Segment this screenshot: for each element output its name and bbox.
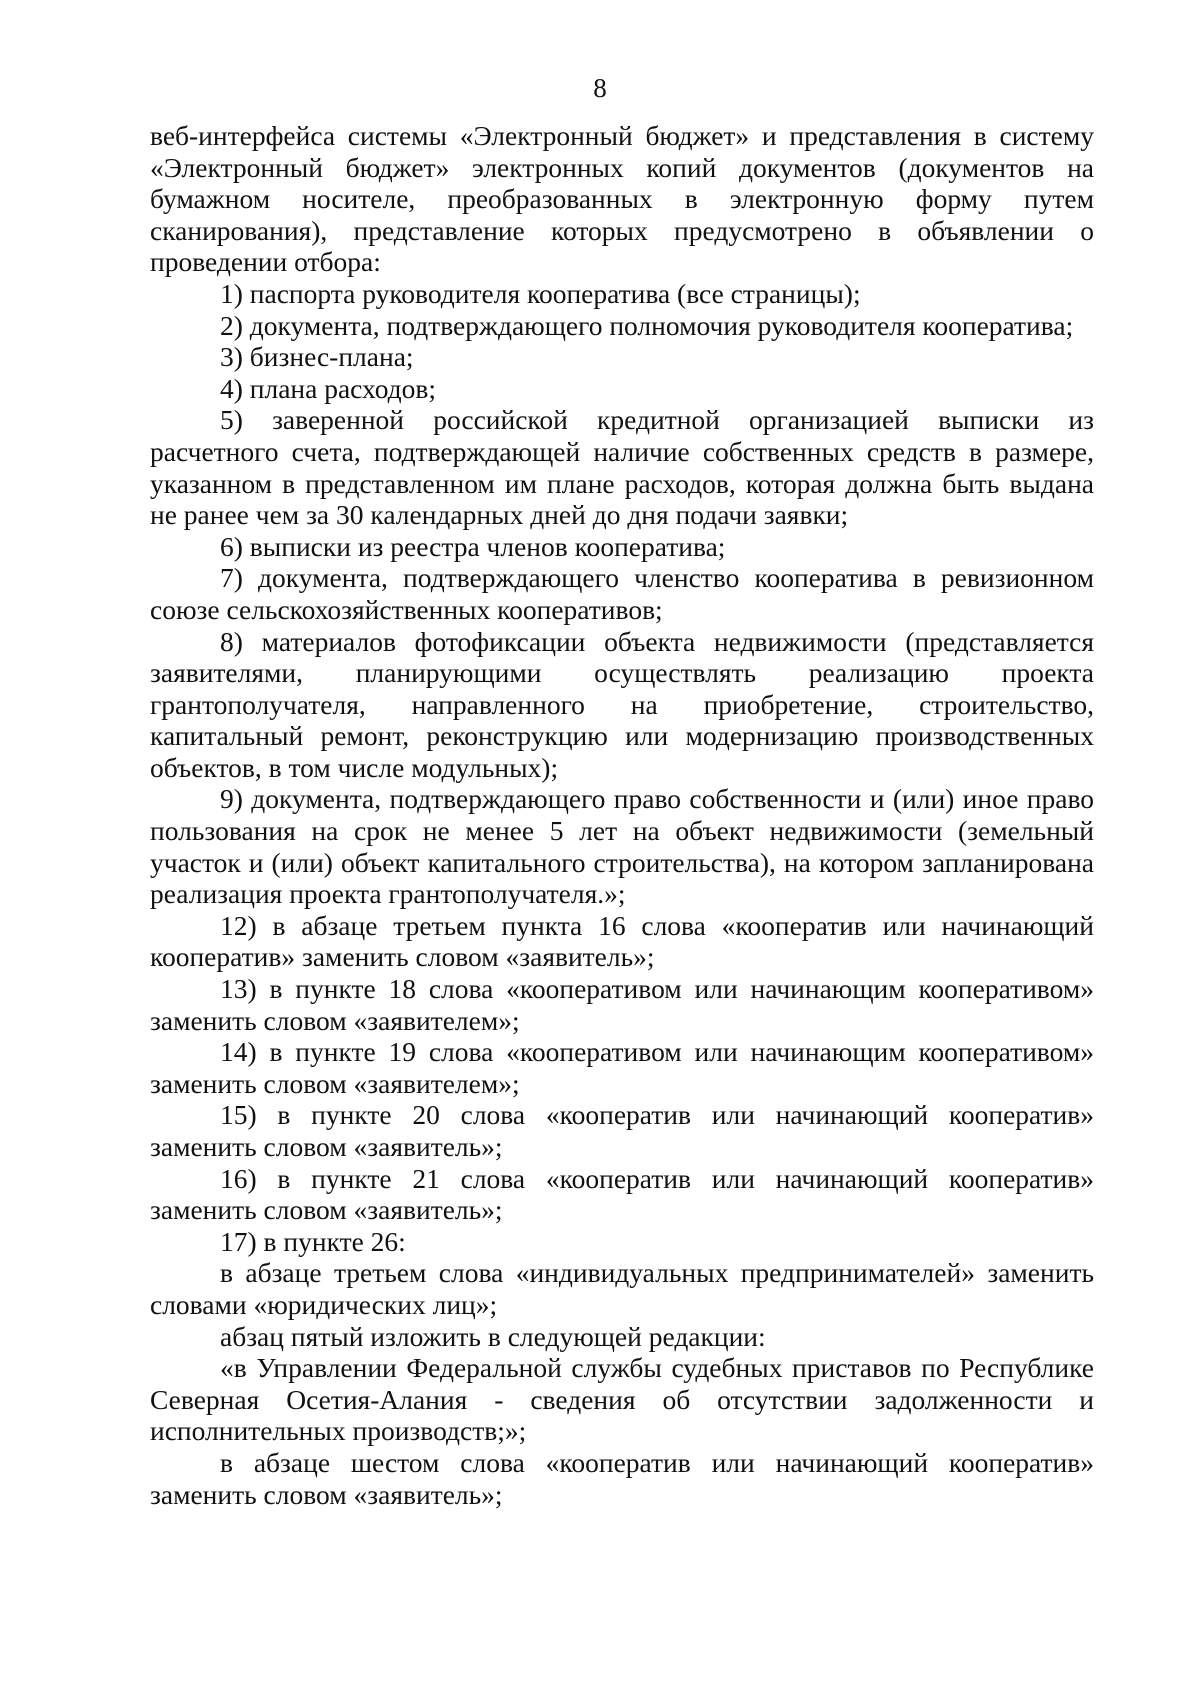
amendment-item: 15) в пункте 20 слова «кооператив или начинающий кооператив» заменить словом «заявитель»; bbox=[150, 1099, 1094, 1162]
amendment-item: 17) в пункте 26: bbox=[220, 1225, 406, 1257]
paragraph: веб-интерфейса системы «Электронный бюджет» и представления в систему «Электронный бюджет» электронных копий документов (документов на бумажном носителе, преобразованных в электронную форму путем сканирования), представление которых предусмотрено в объявлении о проведении отбора: bbox=[150, 120, 1094, 278]
paragraph: в абзаце шестом слова «кооператив или начинающий кооператив» заменить словом «заявитель»; bbox=[150, 1446, 1094, 1510]
list-item: 8) материалов фотофиксации объекта недвижимости (представляется заявителями, планирующими осуществлять реализацию проекта грантополучателя, направленного на приобретение, строительство, капитальный ремонт, реконструкцию или модернизацию производственных объектов, в том числе модульных); bbox=[150, 625, 1094, 783]
amendment-item: 14) в пункте 19 слова «кооперативом или начинающим кооперативом» заменить словом «заявителем»; bbox=[150, 1036, 1094, 1099]
list-item: 3) бизнес-плана; bbox=[220, 341, 414, 373]
list-item: 9) документа, подтверждающего право собственности и (или) иное право пользования на срок не менее 5 лет на объект недвижимости (земельный участок и (или) объект капитального строительства), на котором запланирована реализация проекта грантополучателя.»; bbox=[150, 783, 1094, 910]
list-item: 7) документа, подтверждающего членство кооператива в ревизионном союзе сельскохозяйственных кооперативов; bbox=[150, 562, 1094, 625]
document-body bbox=[150, 120, 1094, 1510]
quoted-paragraph: «в Управлении Федеральной службы судебных приставов по Республике Северная Осетия-Алания - сведения об отсутствии задолженности и исполнительных производств;»; bbox=[150, 1352, 1094, 1447]
page-number: 8 bbox=[593, 73, 607, 103]
amendment-item: 16) в пункте 21 слова «кооператив или начинающий кооператив» заменить словом «заявитель»; bbox=[150, 1162, 1094, 1226]
amendment-item: 12) в абзаце третьем пункта 16 слова «кооператив или начинающий кооператив» заменить словом «заявитель»; bbox=[150, 909, 1094, 973]
list-item: 4) плана расходов; bbox=[220, 372, 437, 404]
list-item: 6) выписки из реестра членов кооператива; bbox=[220, 530, 726, 562]
amendment-item: 13) в пункте 18 слова «кооперативом или начинающим кооперативом» заменить словом «заявителем»; bbox=[150, 973, 1094, 1036]
list-item: 1) паспорта руководителя кооператива (все страницы); bbox=[220, 277, 861, 309]
list-item: 5) заверенной российской кредитной организацией выписки из расчетного счета, подтверждающей наличие собственных средств в размере, указанном в представленном им плане расходов, которая должна быть выдана не ранее чем за 30 календарных дней до дня подачи заявки; bbox=[150, 404, 1094, 531]
paragraph: в абзаце третьем слова «индивидуальных предпринимателей» заменить словами «юридических лиц»; bbox=[150, 1257, 1094, 1320]
paragraph: абзац пятый изложить в следующей редакции: bbox=[220, 1320, 766, 1352]
list-item: 2) документа, подтверждающего полномочия руководителя кооператива; bbox=[220, 309, 1074, 341]
